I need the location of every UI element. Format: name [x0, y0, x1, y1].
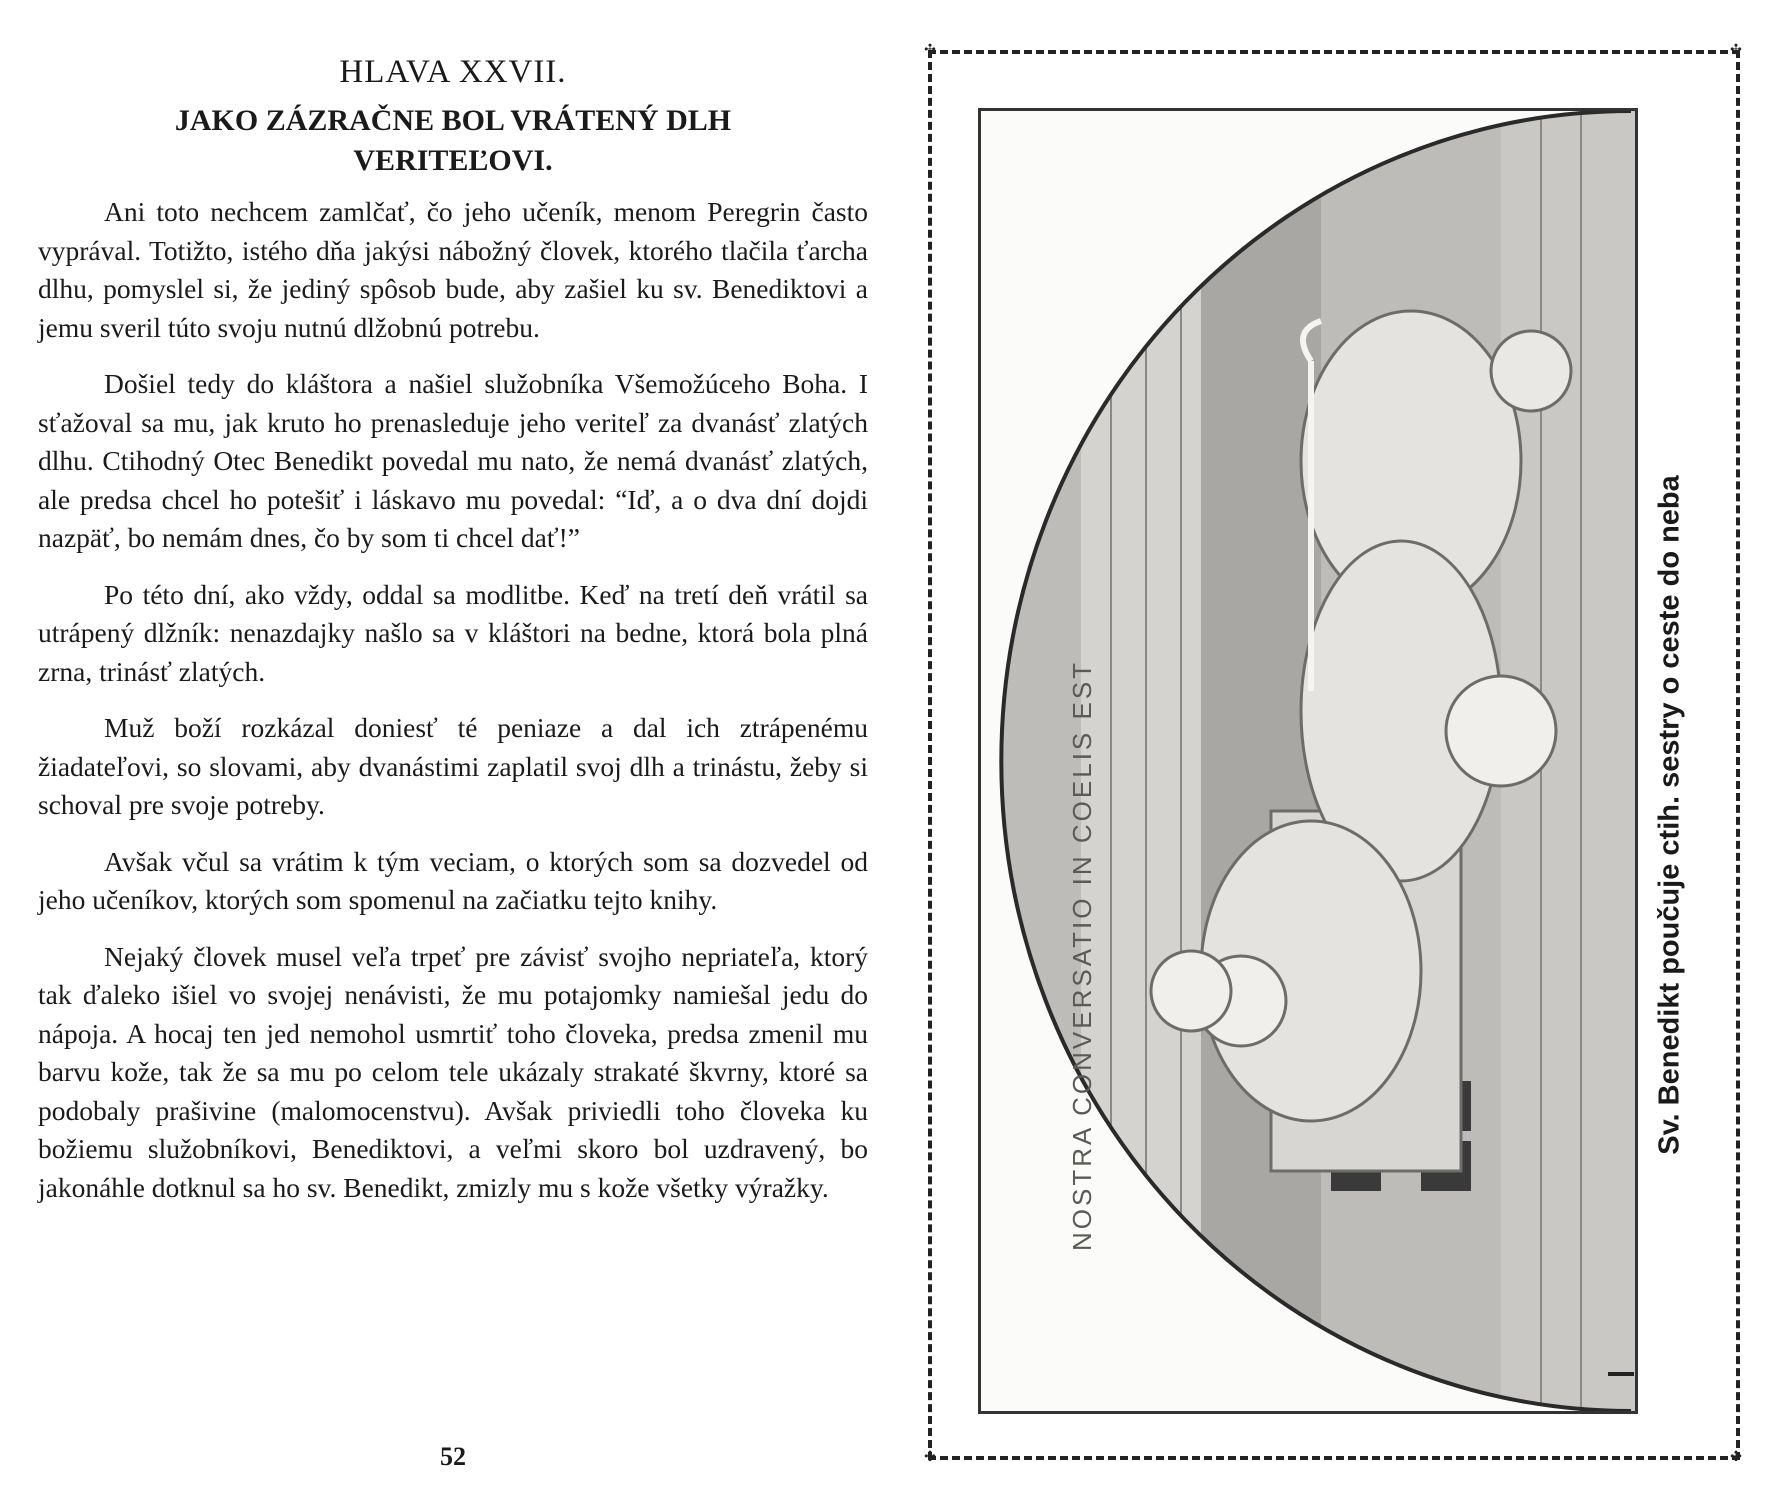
page-number: 52: [440, 1442, 466, 1471]
wall-inscription: NOSTRA CONVERSATIO IN COELIS EST: [1067, 659, 1097, 1251]
paragraph-1: Ani toto nechcem zamlčať, čo jeho učeník, menom Peregrin často vyprával. Totižto, istého dňa jakýsi nábožný človek, ktorého tlačila ťarcha dlhu, pomyslel si, že jediný spôsob bude, aby zašiel ku sv. Benediktovi a jemu sveril túto svoju nutnú dlžobnú potrebu.: [38, 196, 868, 343]
paragraph-2: Došiel tedy do kláštora a našiel služobníka Všemožúceho Boha. I sťažoval sa mu, jak kruto ho prenasleduje jeho veriteľ za dvanásť zlatých dlhu. Ctihodný Otec Benedikt povedal mu nato, že nemá dvanásť zlatých, ale predsa chcel ho potešiť i láskavo mu povedal: “Iď, a o dva dní dojdi nazpäť, bo nemám dnes, čo by som ti chcel dať!”: [38, 368, 868, 553]
paragraph-5: Avšak včul sa vrátim k tým veciam, o ktorých som sa dozvedel od jeho učeníkov, ktorých som spomenul na začiatku tejto knihy.: [38, 845, 868, 915]
right-page: [924, 43, 1748, 1466]
chapter-heading: HLAVA XXVII.: [339, 54, 567, 90]
chapter-title-line-2: VERITEĽOVI.: [353, 144, 553, 177]
illustration: [978, 108, 1638, 1414]
corner-ornament-icon: ✣: [924, 43, 936, 58]
illustration-artwork: [981, 111, 1635, 1411]
caption-text: Sv. Benedikt poučuje ctih. sestry o ceste do neba: [1653, 475, 1686, 1155]
illustration-caption: [1630, 450, 1710, 1180]
chapter-title: [38, 101, 868, 181]
chapter-title-line-1: JAKO ZÁZRAČNE BOL VRÁTENÝ DLH: [174, 104, 732, 137]
corner-ornament-icon: ✣: [1730, 43, 1742, 58]
printer-mark: [1608, 1372, 1634, 1376]
corner-ornament-icon: ✣: [1730, 1450, 1742, 1465]
paragraph-6: Nejaký človek musel veľa trpeť pre závisť svojho nepriateľa, ktorý tak ďaleko išiel vo svojej nenávisti, že mu potajomky namiešal jedu do nápoja. A hocaj ten jed nemohol usmrtiť toho človeka, predsa zmenil mu barvu kože, tak že sa mu po celom tele ukázaly strakaté škvrny, ktoré sa podobaly prašivine (malomocenstvu). Avšak priviedli toho človeka ku božiemu služobníkovi, Benediktovi, a veľmi skoro bol uzdravený, bo jakonáhle dotknul sa ho sv. Benedikt, zmizly mu s kože všetky výražky.: [38, 940, 868, 1203]
paragraph-4: Muž boží rozkázal doniesť té peniaze a dal ich ztrápenému žiadateľovi, so slovami, aby dvanástimi zaplatil svoj dlh a trinástu, žeby si schoval pre svoje potreby.: [38, 712, 868, 820]
corner-ornament-icon: ✣: [924, 1450, 936, 1465]
left-page: [38, 48, 868, 1488]
paragraph-3: Po této dní, ako vždy, oddal sa modlitbe. Keď na tretí deň vrátil sa utrápený dlžník: nenazdajky našlo sa v kláštori na bedne, ktorá bola plná zrna, trinásť zlatých.: [38, 578, 868, 687]
